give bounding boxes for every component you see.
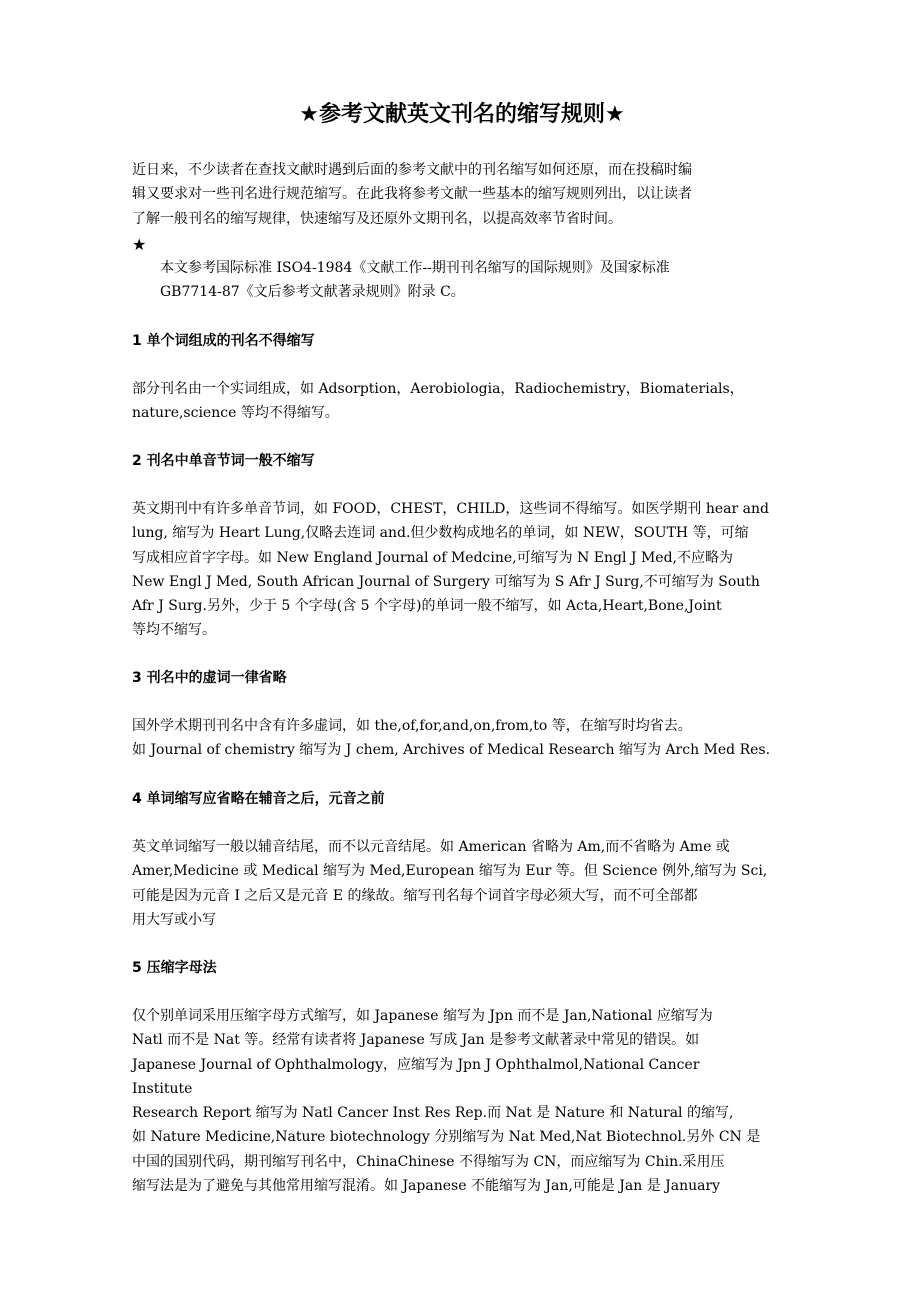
intro-paragraph [132,158,832,231]
section-heading-5: 5 压缩字母法 [132,960,217,976]
body-line: Institute [132,1080,193,1097]
body-line: Amer,Medicine 或 Medical 缩写为 Med,European 缩写为 Eur 等。但 Science 例外,缩写为 Sci, [132,863,768,880]
body-line: 可能是因为元音 I 之后又是元音 E 的缘故。缩写刊名每个词首字母必须大写，而不可全部都 [132,887,698,904]
body-line: 中国的国别代码，期刊缩写刊名中，ChinaChinese 不得缩写为 CN，而应缩写为 Chin.采用压 [132,1153,725,1170]
body-line: 用大写或小写 [132,911,216,928]
section-body-1 [132,377,832,426]
section-body-4 [132,835,832,932]
intro-line: 近日来，不少读者在查找文献时遇到后面的参考文献中的刊名缩写如何还原，而在投稿时编 [132,162,692,178]
body-line: 部分刊名由一个实词组成，如 Adsorption，Aerobiologia，Radiochemistry，Biomaterials， [132,381,744,397]
body-line: 如 Nature Medicine,Nature biotechnology 分别缩写为 Nat Med,Nat Biotechnol.另外 CN 是 [132,1129,761,1146]
body-line: 写成相应首字字母。如 New England Journal of Medcine,可缩写为 N Engl J Med,不应略为 [132,549,733,566]
body-line: nature,science 等均不得缩写。 [132,405,339,422]
reference-line: 本文参考国际标准 ISO4-1984《文献工作--期刊刊名缩写的国际规则》及国家标准 [160,260,670,276]
section-heading-3: 3 刊名中的虚词一律省略 [132,670,287,686]
body-line: 英文期刊中有许多单音节词，如 FOOD，CHEST，CHILD，这些词不得缩写。如医学期刊 hear and [132,501,769,517]
section-heading-4: 4 单词缩写应省略在辅音之后，元音之前 [132,791,385,807]
section-body-3 [132,714,832,763]
body-line: lung, 缩写为 Heart Lung,仅略去连词 and.但少数构成地名的单词，如 NEW，SOUTH 等，可缩 [132,525,749,542]
reference-note [132,256,860,305]
body-line: Japanese Journal of Ophthalmology，应缩写为 Jpn J Ophthalmol,National Cancer [132,1056,700,1073]
intro-line: 辑又要求对一些刊名进行规范缩写。在此我将参考文献一些基本的缩写规则列出，以让读者 [132,186,692,203]
section-body-5 [132,1004,832,1198]
body-line: New Engl J Med, South African Journal of Surgery 可缩写为 S Afr J Surg,不可缩写为 South [132,573,760,590]
body-line: 如 Journal of chemistry 缩写为 J chem, Archives of Medical Research 缩写为 Arch Med Res. [132,742,771,759]
body-line: Natl 而不是 Nat 等。经常有读者将 Japanese 写成 Jan 是参考文献著录中常见的错误。如 [132,1032,700,1049]
star-icon: ★ [132,235,147,254]
body-line: 等均不缩写。 [132,622,216,639]
section-heading-2: 2 刊名中单音节词一般不缩写 [132,453,315,469]
page-title: ★参考文献英文刊名的缩写规则★ [299,102,625,127]
body-line: Research Report 缩写为 Natl Cancer Inst Res Rep.而 Nat 是 Nature 和 Natural 的缩写, [132,1105,734,1122]
body-line: Afr J Surg.另外，少于 5 个字母(含 5 个字母)的单词一般不缩写，如 Acta,Heart,Bone,Joint [132,598,722,615]
reference-line: GB7714-87《文后参考文献著录规则》附录 C。 [160,284,465,301]
section-heading-1: 1 单个词组成的刊名不得缩写 [132,333,315,349]
body-line: 国外学术期刊刊名中含有许多虚词，如 the,of,for,and,on,from,to 等，在缩写时均省去。 [132,718,692,734]
body-line: 缩写法是为了避免与其他常用缩写混淆。如 Japanese 不能缩写为 Jan,可能是 Jan 是 January [132,1178,721,1195]
section-body-2 [132,497,832,643]
body-line: 仅个别单词采用压缩字母方式缩写，如 Japanese 缩写为 Jpn 而不是 Jan,National 应缩写为 [132,1008,713,1024]
intro-line: 了解一般刊名的缩写规律，快速缩写及还原外文期刊名，以提高效率节省时间。 [132,210,622,227]
body-line: 英文单词缩写一般以辅音结尾，而不以元音结尾。如 American 省略为 Am,而不省略为 Ame 或 [132,839,730,855]
